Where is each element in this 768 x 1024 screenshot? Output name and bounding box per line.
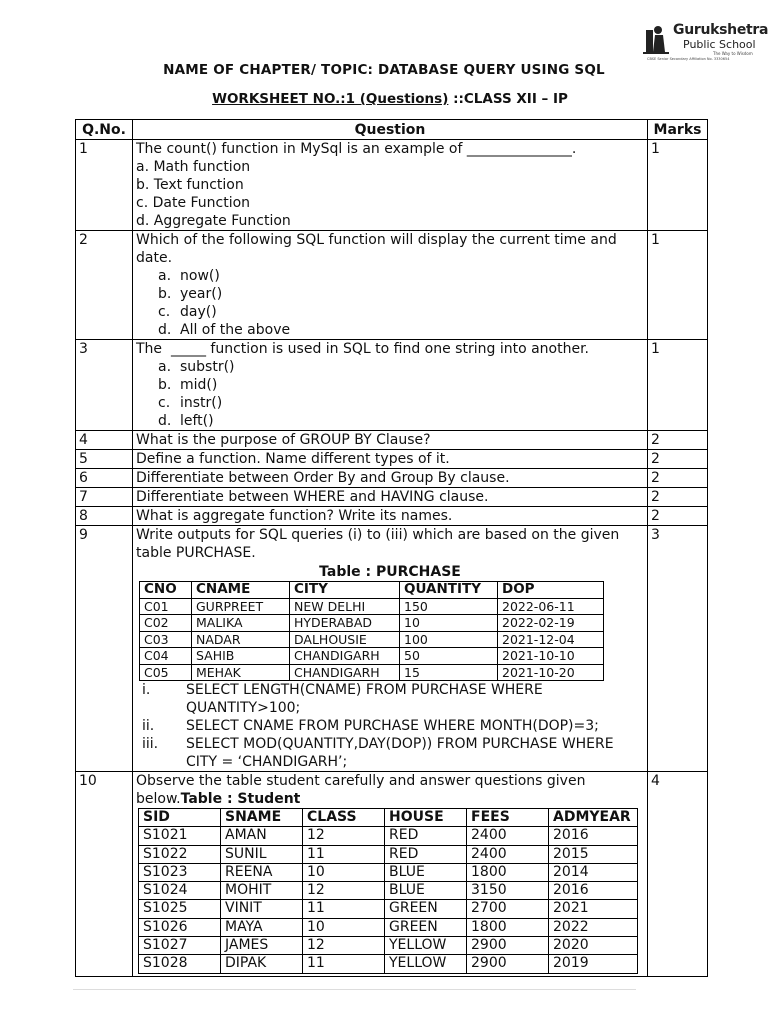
table-row: [140, 664, 604, 681]
table-cell: NADAR: [192, 631, 290, 648]
table-cell: S1023: [139, 863, 221, 881]
q-text: Define a function. Name different types of it.: [133, 450, 648, 469]
table-cell: 12: [303, 827, 385, 845]
table-cell: S1027: [139, 937, 221, 955]
table-cell: MAYA: [221, 918, 303, 936]
table-cell: MALIKA: [192, 615, 290, 632]
student-col-header: FEES: [467, 809, 549, 827]
table-cell: MEHAK: [192, 664, 290, 681]
table-cell: 2015: [549, 845, 638, 863]
student-header-row: [139, 809, 638, 827]
q-number: 9: [76, 526, 133, 772]
q-marks: 1: [648, 140, 708, 231]
q-body: [133, 772, 648, 977]
option: d. left(): [158, 413, 214, 429]
table-cell: 2400: [467, 845, 549, 863]
table-cell: 2021-10-10: [498, 648, 604, 665]
question-row-8: [76, 507, 708, 526]
table-row: [139, 918, 638, 936]
worksheet-heading: [0, 91, 768, 107]
option: b. Text function: [136, 177, 244, 193]
table-cell: AMAN: [221, 827, 303, 845]
logo-emblem-icon: [643, 24, 671, 56]
student-col-header: SNAME: [221, 809, 303, 827]
table-row: [140, 631, 604, 648]
student-table-caption: Table : Student: [180, 791, 301, 807]
table-cell: GREEN: [385, 900, 467, 918]
q-marks: 1: [648, 231, 708, 340]
q-marks: 1: [648, 340, 708, 431]
table-cell: VINIT: [221, 900, 303, 918]
purchase-col-header: QUANTITY: [400, 582, 498, 599]
table-cell: 2020: [549, 937, 638, 955]
q-text: Which of the following SQL function will display the current time and date.: [136, 232, 617, 266]
worksheet-number: WORKSHEET NO.:1 (Questions): [212, 91, 449, 107]
student-table: [138, 808, 638, 974]
option: a. now(): [158, 268, 220, 284]
table-cell: 2022: [549, 918, 638, 936]
table-cell: S1024: [139, 882, 221, 900]
table-cell: S1026: [139, 918, 221, 936]
option: a. Math function: [136, 159, 251, 175]
table-row: [139, 845, 638, 863]
q-text: The _____ function is used in SQL to find one string into another.: [136, 341, 590, 357]
table-cell: C04: [140, 648, 192, 665]
table-cell: 12: [303, 882, 385, 900]
table-cell: 2019: [549, 955, 638, 973]
option: a. substr(): [158, 359, 235, 375]
purchase-col-header: CNO: [140, 582, 192, 599]
table-cell: 2021-12-04: [498, 631, 604, 648]
table-cell: S1028: [139, 955, 221, 973]
query-list: [136, 681, 644, 771]
table-cell: 2021-10-20: [498, 664, 604, 681]
col-qno: Q.No.: [76, 120, 133, 140]
student-col-header: ADMYEAR: [549, 809, 638, 827]
question-row-5: [76, 450, 708, 469]
table-cell: 2400: [467, 827, 549, 845]
school-logo: [643, 22, 768, 64]
table-cell: DIPAK: [221, 955, 303, 973]
table-cell: 50: [400, 648, 498, 665]
q-marks: 2: [648, 431, 708, 450]
option: c. day(): [158, 304, 217, 320]
q-marks: 2: [648, 450, 708, 469]
q-number: 3: [76, 340, 133, 431]
purchase-col-header: CITY: [290, 582, 400, 599]
table-cell: YELLOW: [385, 937, 467, 955]
table-cell: 2014: [549, 863, 638, 881]
table-cell: GREEN: [385, 918, 467, 936]
table-cell: NEW DELHI: [290, 598, 400, 615]
purchase-table: [139, 581, 604, 681]
table-cell: CHANDIGARH: [290, 648, 400, 665]
option: b. year(): [158, 286, 223, 302]
table-cell: 1800: [467, 918, 549, 936]
table-cell: 150: [400, 598, 498, 615]
table-cell: 2900: [467, 937, 549, 955]
table-row: [139, 900, 638, 918]
table-cell: SAHIB: [192, 648, 290, 665]
question-row-2: [76, 231, 708, 340]
q-marks: 2: [648, 507, 708, 526]
table-cell: C03: [140, 631, 192, 648]
student-col-header: HOUSE: [385, 809, 467, 827]
table-cell: 10: [303, 918, 385, 936]
q-text: What is the purpose of GROUP BY Clause?: [133, 431, 648, 450]
option-list: [136, 267, 644, 339]
option: d. All of the above: [158, 322, 291, 338]
question-row-6: [76, 469, 708, 488]
table-cell: BLUE: [385, 882, 467, 900]
table-cell: 2900: [467, 955, 549, 973]
purchase-col-header: DOP: [498, 582, 604, 599]
table-cell: HYDERABAD: [290, 615, 400, 632]
question-row-1: [76, 140, 708, 231]
logo-affiliation: CBSE Senior Secondary Affiliation No. 3330654: [647, 57, 730, 61]
table-cell: 11: [303, 900, 385, 918]
table-row: [140, 615, 604, 632]
q-text: Write outputs for SQL queries (i) to (iii) which are based on the given table PURCHASE.: [136, 527, 620, 561]
student-col-header: CLASS: [303, 809, 385, 827]
table-cell: C02: [140, 615, 192, 632]
q-number: 4: [76, 431, 133, 450]
table-cell: GURPREET: [192, 598, 290, 615]
q-body: [133, 231, 648, 340]
table-cell: JAMES: [221, 937, 303, 955]
q-number: 6: [76, 469, 133, 488]
question-row-4: [76, 431, 708, 450]
logo-brand: Gurukshetra: [673, 22, 768, 38]
option-list: [136, 158, 644, 230]
option: b. mid(): [158, 377, 218, 393]
class-label: ::CLASS XII – IP: [448, 91, 568, 107]
table-cell: 2022-02-19: [498, 615, 604, 632]
q-body: [133, 340, 648, 431]
q-text: What is aggregate function? Write its names.: [133, 507, 648, 526]
purchase-col-header: CNAME: [192, 582, 290, 599]
table-cell: 100: [400, 631, 498, 648]
table-cell: SUNIL: [221, 845, 303, 863]
table-cell: 12: [303, 937, 385, 955]
question-table: [75, 119, 708, 977]
table-cell: RED: [385, 827, 467, 845]
q-number: 2: [76, 231, 133, 340]
table-row: [139, 827, 638, 845]
question-row-3: [76, 340, 708, 431]
q-marks: 2: [648, 469, 708, 488]
table-row: [139, 937, 638, 955]
q-marks: 4: [648, 772, 708, 977]
option: c. instr(): [158, 395, 223, 411]
table-cell: DALHOUSIE: [290, 631, 400, 648]
table-cell: 1800: [467, 863, 549, 881]
q-number: 8: [76, 507, 133, 526]
table-cell: 2022-06-11: [498, 598, 604, 615]
table-cell: 2021: [549, 900, 638, 918]
table-cell: 3150: [467, 882, 549, 900]
table-cell: 15: [400, 664, 498, 681]
table-cell: S1021: [139, 827, 221, 845]
logo-school: Public School: [683, 38, 756, 51]
table-row: [139, 955, 638, 973]
q-marks: 3: [648, 526, 708, 772]
table-cell: YELLOW: [385, 955, 467, 973]
list-item: ii. SELECT CNAME FROM PURCHASE WHERE MONTH(DOP)=3;: [142, 718, 599, 734]
list-item: iii. SELECT MOD(QUANTITY,DAY(DOP)) FROM PURCHASE WHERE CITY = ‘CHANDIGARH’;: [142, 736, 614, 770]
question-row-10: [76, 772, 708, 977]
q-marks: 2: [648, 488, 708, 507]
table-cell: S1025: [139, 900, 221, 918]
table-cell: RED: [385, 845, 467, 863]
table-cell: CHANDIGARH: [290, 664, 400, 681]
q-body: [133, 140, 648, 231]
q-text: The count() function in MySql is an example of _______________.: [136, 141, 577, 157]
q-body: [133, 526, 648, 772]
footer-divider: [73, 989, 636, 990]
table-row: [139, 882, 638, 900]
question-row-7: [76, 488, 708, 507]
question-row-9: [76, 526, 708, 772]
table-cell: 10: [303, 863, 385, 881]
list-item: i. SELECT LENGTH(CNAME) FROM PURCHASE WHERE QUANTITY>100;: [142, 682, 543, 716]
option: c. Date Function: [136, 195, 251, 211]
table-cell: 2016: [549, 827, 638, 845]
q-number: 7: [76, 488, 133, 507]
table-cell: 2016: [549, 882, 638, 900]
table-cell: 10: [400, 615, 498, 632]
q-number: 10: [76, 772, 133, 977]
purchase-header-row: [140, 582, 604, 599]
option-list: [136, 358, 644, 430]
option: d. Aggregate Function: [136, 213, 291, 229]
q-number: 1: [76, 140, 133, 231]
table-cell: C05: [140, 664, 192, 681]
table-cell: 11: [303, 845, 385, 863]
chapter-title: NAME OF CHAPTER/ TOPIC: DATABASE QUERY USING SQL: [163, 62, 605, 78]
q-text: Observe the table student carefully and answer questions given below.Table : Student: [136, 773, 586, 807]
col-marks: Marks: [648, 120, 708, 140]
table-row: [140, 648, 604, 665]
col-question: Question: [133, 120, 648, 140]
student-col-header: SID: [139, 809, 221, 827]
table-cell: C01: [140, 598, 192, 615]
table-cell: REENA: [221, 863, 303, 881]
table-cell: 11: [303, 955, 385, 973]
purchase-table-caption: Table : PURCHASE: [319, 564, 461, 580]
logo-tagline: The Way to Wisdom: [713, 51, 753, 56]
table-row: [140, 598, 604, 615]
q-number: 5: [76, 450, 133, 469]
table-row: [139, 863, 638, 881]
q-text: Differentiate between Order By and Group By clause.: [133, 469, 648, 488]
table-header-row: [76, 120, 708, 140]
table-cell: BLUE: [385, 863, 467, 881]
table-cell: MOHIT: [221, 882, 303, 900]
q-text: Differentiate between WHERE and HAVING clause.: [133, 488, 648, 507]
table-cell: S1022: [139, 845, 221, 863]
table-cell: 2700: [467, 900, 549, 918]
